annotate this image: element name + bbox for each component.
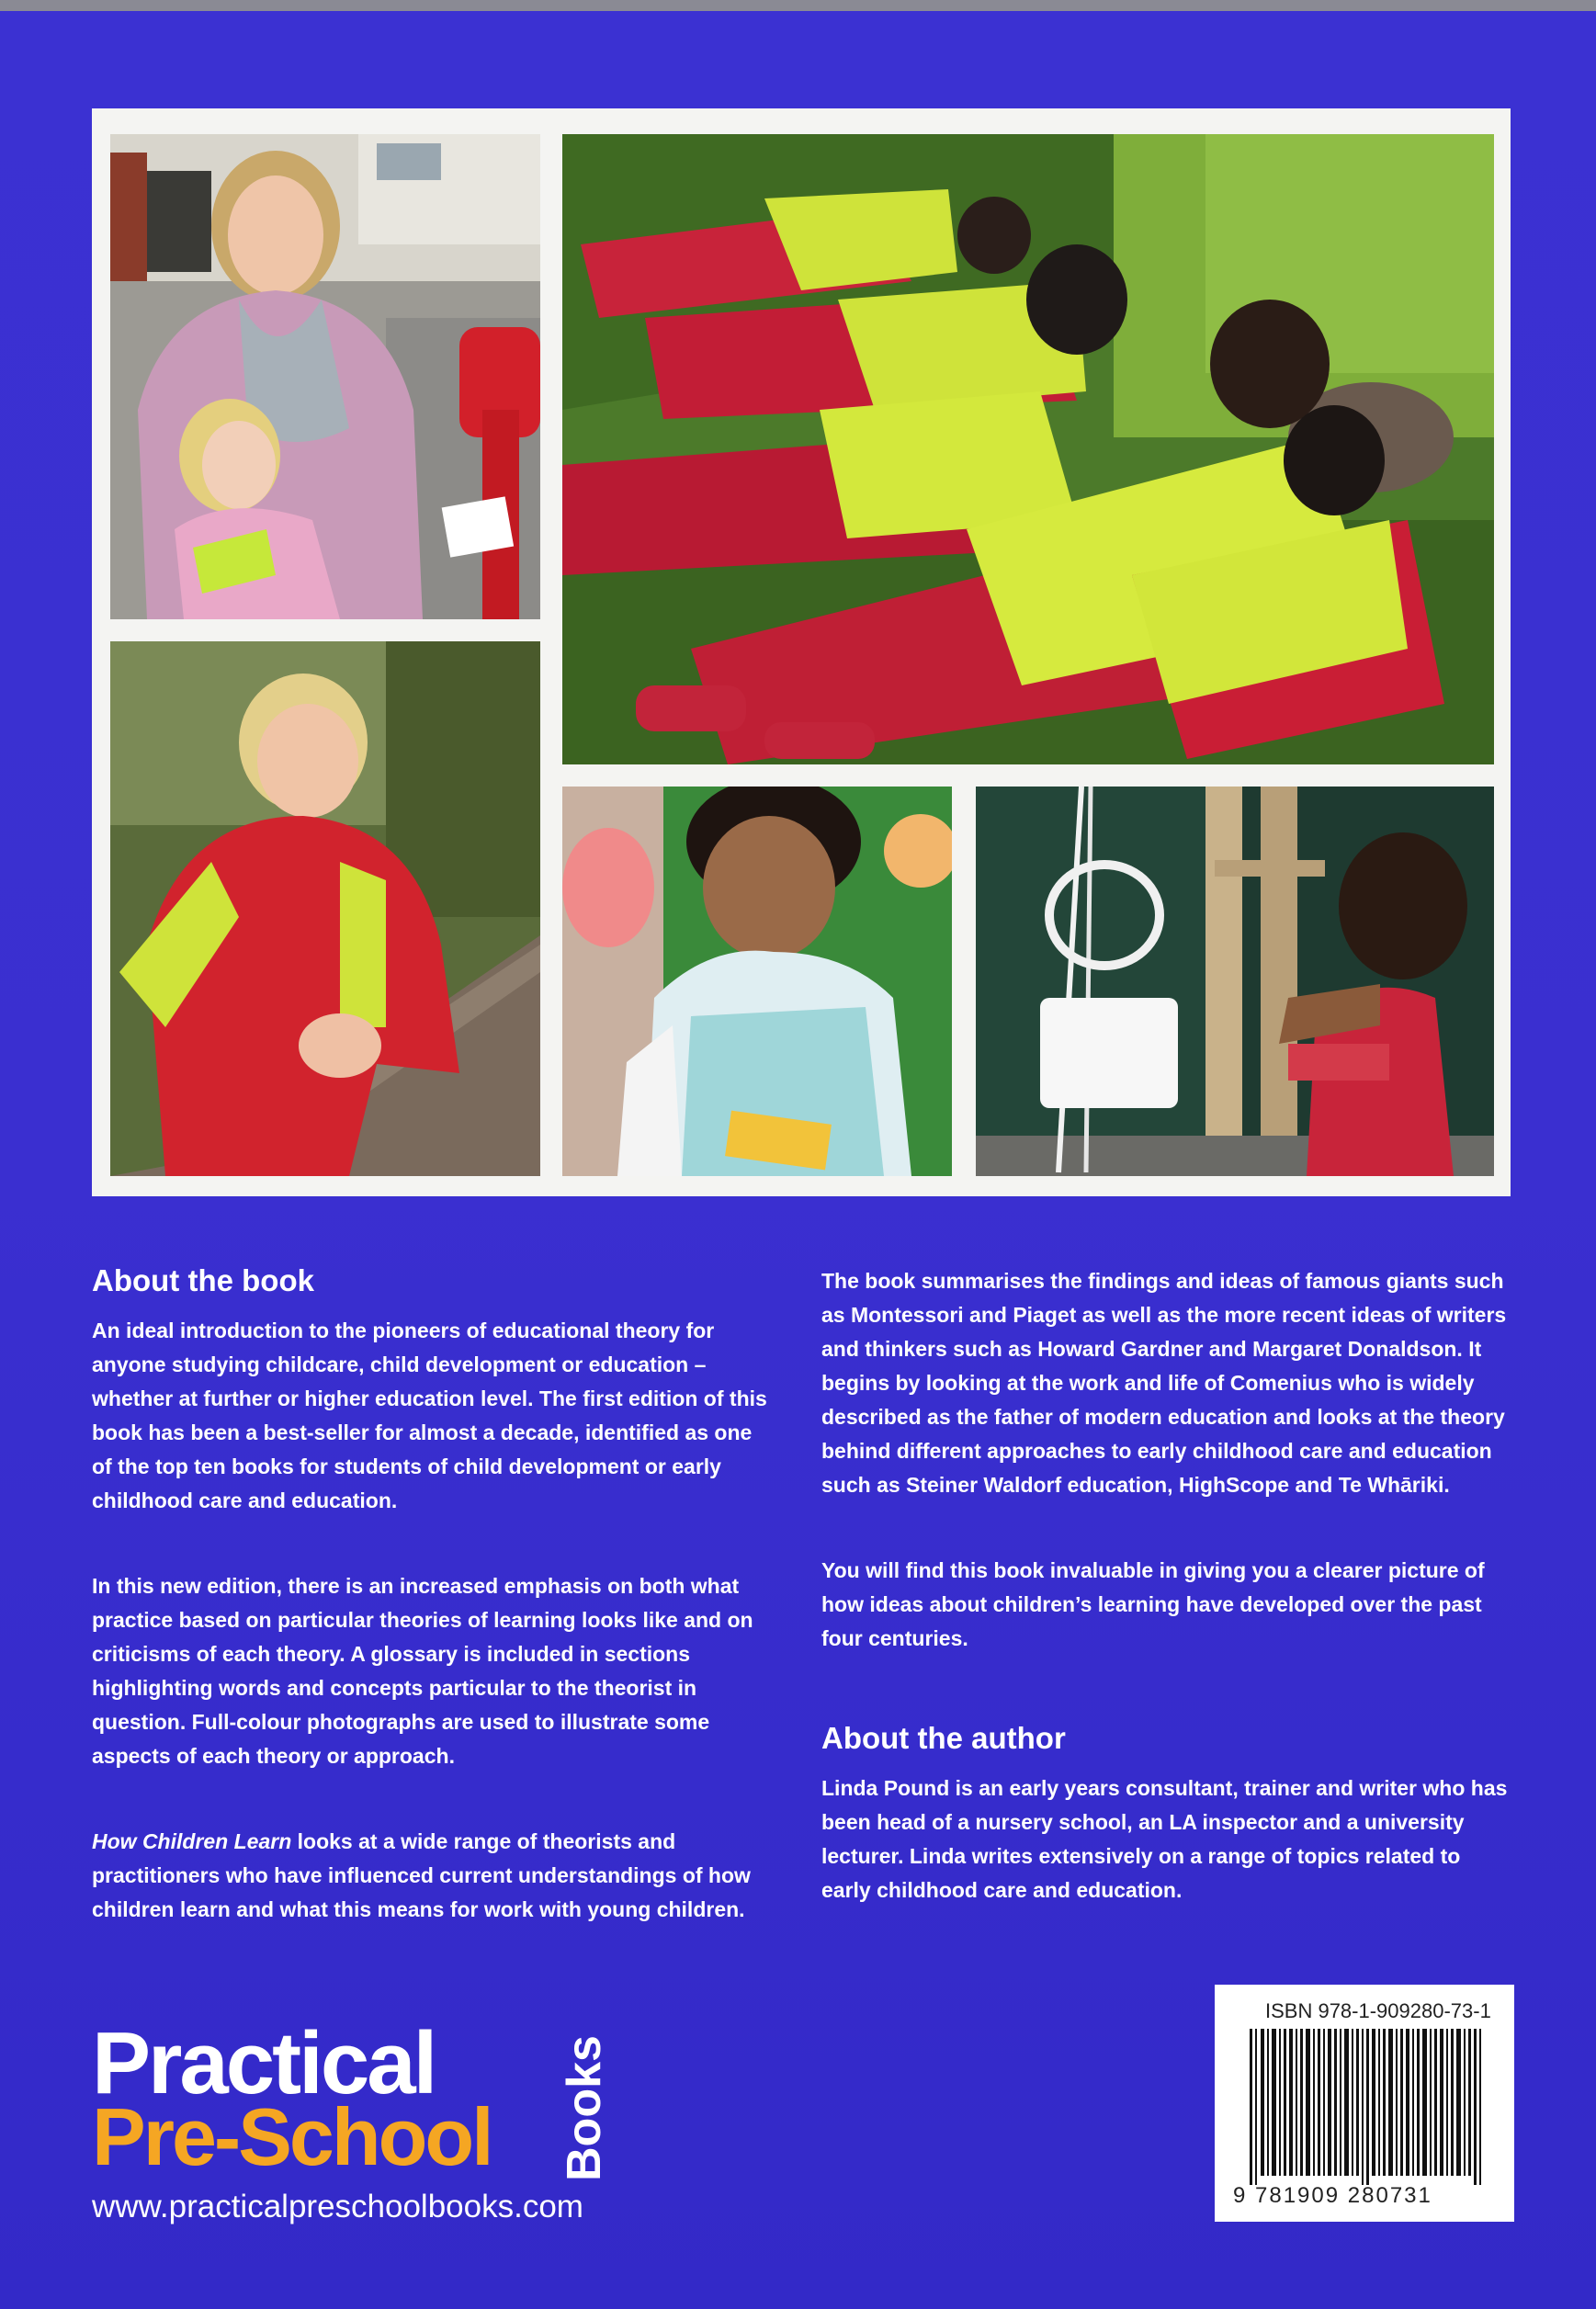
photo-woman-and-child — [110, 134, 540, 619]
right-paragraph-1: The book summarises the findings and ideas of famous giants such as Montessori and Piaget as well as the more recent ideas of writers and thinkers such as Howard Gardner and Margaret Donaldson. It begins by looking at the work and life of Comenius who is widely described as the father of modern education and looks at the theory behind different approaches to early childhood care and education such as Steiner Waldorf education, HighScope and Te Whāriki. — [821, 1269, 1507, 1497]
publisher-logo — [92, 2014, 611, 2238]
photo-collage — [92, 108, 1511, 1196]
barcode-digits: 9 781909 280731 — [1233, 2183, 1432, 2208]
photo-girl-reading — [562, 787, 952, 1176]
barcode-bars — [1233, 2029, 1500, 2185]
logo-preschool-text: Pre-School — [92, 2091, 492, 2182]
about-book-paragraph-1: An ideal introduction to the pioneers of educational theory for anyone studying childcare, child development or education – whether at further or higher education level. The first edition of this book has been a best-seller for almost a decade, identified as one of the top ten books for students of child development or early childhood care and education. — [92, 1319, 767, 1512]
book-title: How Children Learn — [92, 1829, 292, 1853]
about-book-paragraph-3 — [92, 1825, 772, 1927]
isbn-label: ISBN 978-1-909280-73-1 — [1265, 1999, 1491, 2022]
top-edge — [0, 0, 1596, 11]
left-text-column — [92, 1262, 772, 1927]
logo-practical-text: Practical — [92, 2014, 436, 2112]
about-author-paragraph: Linda Pound is an early years consultant, trainer and writer who has been head of a nursery school, an LA inspector and a university lecturer. Linda writes extensively on a range of topics related to early childhood care and education. — [821, 1776, 1508, 1902]
right-paragraph-2: You will find this book invaluable in giving you a clearer picture of how ideas about children’s learning have developed over the past four centuries. — [821, 1558, 1485, 1650]
about-book-paragraph-3-text: looks at a wide range of theorists and practitioners who have influenced current understandings of how children learn and what this means for work with young children. — [92, 1829, 751, 1921]
about-book-paragraph-2: In this new edition, there is an increased emphasis on both what practice based on particular theories of learning looks like and on criticisms of each theory. A glossary is included in sections highlighting words and concepts particular to the theorist in question. Full-colour photographs are used to illustrate some aspects of each theory or approach. — [92, 1574, 753, 1768]
about-book-heading: About the book — [92, 1263, 314, 1297]
logo-books-vertical — [502, 2023, 611, 2181]
publisher-url: www.practicalpreschoolbooks.com — [92, 2189, 583, 2224]
isbn-barcode — [1215, 1985, 1514, 2222]
photo-boy-with-bucket — [976, 787, 1494, 1176]
right-text-column — [821, 1264, 1511, 1907]
about-author-heading: About the author — [821, 1721, 1066, 1755]
photo-boy-climbing-tree — [110, 641, 540, 1176]
logo-books-text: Books — [558, 2035, 611, 2181]
photo-children-on-grass — [562, 134, 1494, 764]
